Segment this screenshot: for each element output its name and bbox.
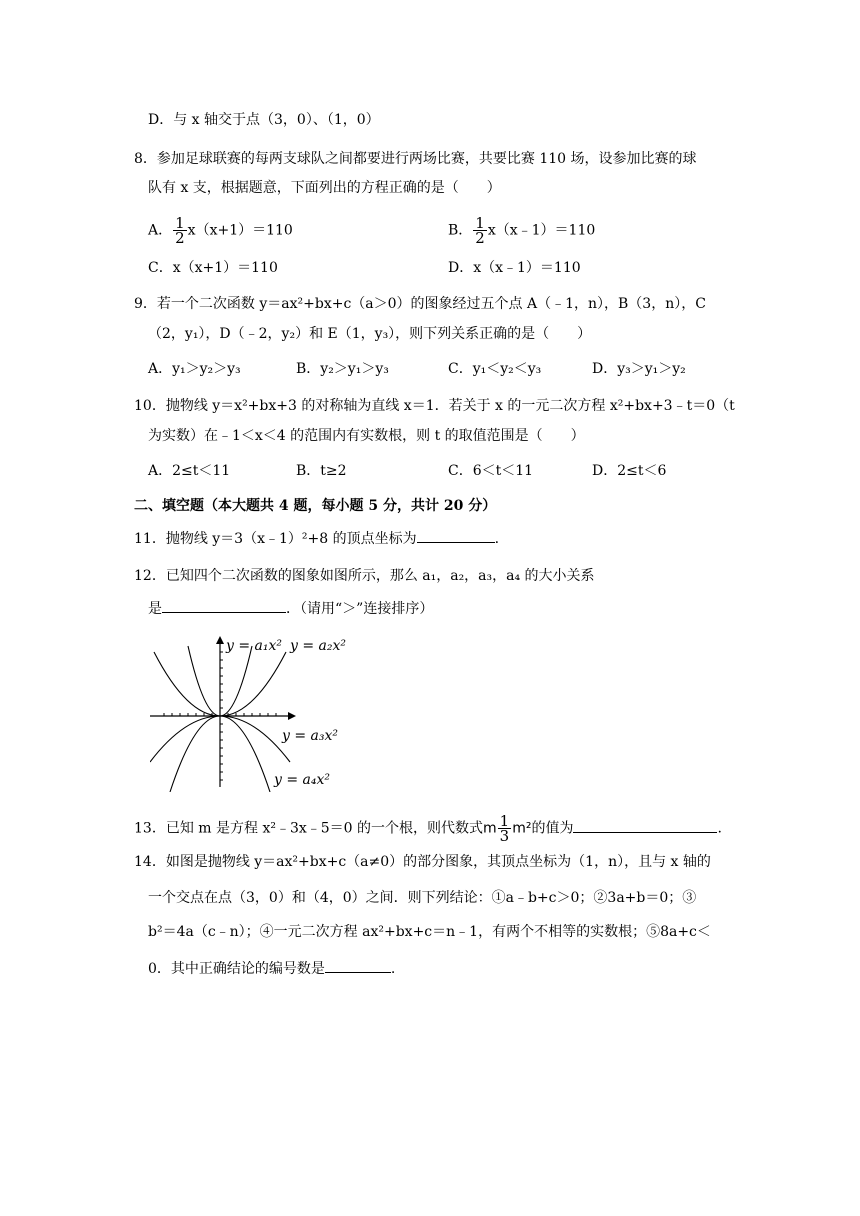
- q13: 13．已知 m 是方程 x²﹣3x﹣5＝0 的一个根，则代数式m $\frac{1}{3}$ m²的值为 .: [134, 812, 722, 845]
- q8-option-d: D．x（x﹣1）＝110: [448, 260, 581, 276]
- q14-stem-line3: b²＝4a（c﹣n）；④一元二次方程 ax²+bx+c＝n﹣1，有两个不相等的实数根；⑤8a+c＜: [148, 924, 711, 940]
- q14-stem-line1: 14．如图是抛物线 y＝ax²+bx+c（a≠0）的部分图象，其顶点坐标为（1，n），且与 x 轴的: [134, 854, 711, 870]
- answer-blank[interactable]: [325, 958, 391, 973]
- q10-option-a: A．2≤t＜11: [148, 463, 231, 479]
- q9-option-d: D．y₃＞y₁＞y₂: [592, 361, 686, 377]
- section-heading-fill-in: 二、填空题（本大题共 4 题，每小题 5 分，共计 20 分）: [134, 498, 497, 514]
- q8-stem-line2: 队有 x 支，根据题意，下面列出的方程正确的是（ ）: [148, 180, 501, 196]
- q14-stem-line2: 一个交点在点（3，0）和（4，0）之间．则下列结论：①a﹣b+c＞0；②3a+b＝0；③: [148, 890, 697, 906]
- q9-option-a: A．y₁＞y₂＞y₃: [148, 361, 241, 377]
- label-a1: y = a₁x²: [226, 638, 283, 654]
- q12-stem-line2: 是 ．（请用“＞”连接排序）: [148, 598, 433, 619]
- q14-stem-line4: 0．其中正确结论的编号数是 .: [148, 958, 395, 979]
- q10-stem-line2: 为实数）在﹣1＜x＜4 的范围内有实数根，则 t 的取值范围是（ ）: [148, 428, 585, 444]
- label-a3: y = a₃x²: [282, 728, 339, 744]
- fraction: $\frac{1}{2}$: [475, 214, 485, 247]
- q12-stem-line1: 12．已知四个二次函数的图象如图所示，那么 a₁，a₂，a₃，a₄ 的大小关系: [134, 568, 595, 584]
- q10-stem-line1: 10．抛物线 y＝x²+bx+3 的对称轴为直线 x＝1．若关于 x 的一元二次方程 x²+bx+3﹣t＝0（t: [134, 398, 735, 414]
- q8-stem-line1: 8．参加足球联赛的每两支球队之间都要进行两场比赛，共要比赛 110 场，设参加比赛的球: [134, 151, 697, 167]
- parabolas-figure: [150, 632, 360, 792]
- q9-stem-line1: 9．若一个二次函数 y＝ax²+bx+c（a＞0）的图象经过五个点 A（﹣1，n），B（3，n），C: [134, 296, 706, 312]
- label-a2: y = a₂x²: [290, 638, 347, 654]
- x-axis-arrow: [288, 712, 296, 720]
- q10-option-c: C．6＜t＜11: [448, 463, 534, 479]
- q9-stem-line2: （2，y₁），D（﹣2，y₂）和 E（1，y₃），则下列关系正确的是（ ）: [148, 326, 592, 342]
- q8-option-c: C．x（x+1）＝110: [148, 260, 278, 276]
- fraction: $\frac{1}{2}$: [175, 214, 185, 247]
- answer-blank[interactable]: [573, 818, 717, 833]
- y-axis-arrow: [216, 636, 224, 644]
- q9-option-b: B．y₂＞y₁＞y₃: [296, 361, 389, 377]
- q8-option-a: A． $\frac{1}{2}$ x（x+1）＝110: [148, 214, 293, 247]
- q7-option-d: D．与 x 轴交于点（3，0）、（1，0）: [148, 112, 380, 128]
- q10-option-b: B．t≥2: [296, 463, 347, 479]
- answer-blank[interactable]: [162, 598, 286, 613]
- q10-option-d: D．2≤t＜6: [592, 463, 667, 479]
- q8-option-b: B． $\frac{1}{2}$ x（x﹣1）＝110: [448, 214, 596, 247]
- q9-option-c: C．y₁＜y₂＜y₃: [448, 361, 542, 377]
- fraction: $\frac{1}{3}$: [499, 812, 510, 845]
- q11: 11．抛物线 y＝3（x﹣1）²+8 的顶点坐标为 .: [134, 528, 499, 549]
- label-a4: y = a₄x²: [274, 772, 331, 788]
- answer-blank[interactable]: [417, 528, 495, 543]
